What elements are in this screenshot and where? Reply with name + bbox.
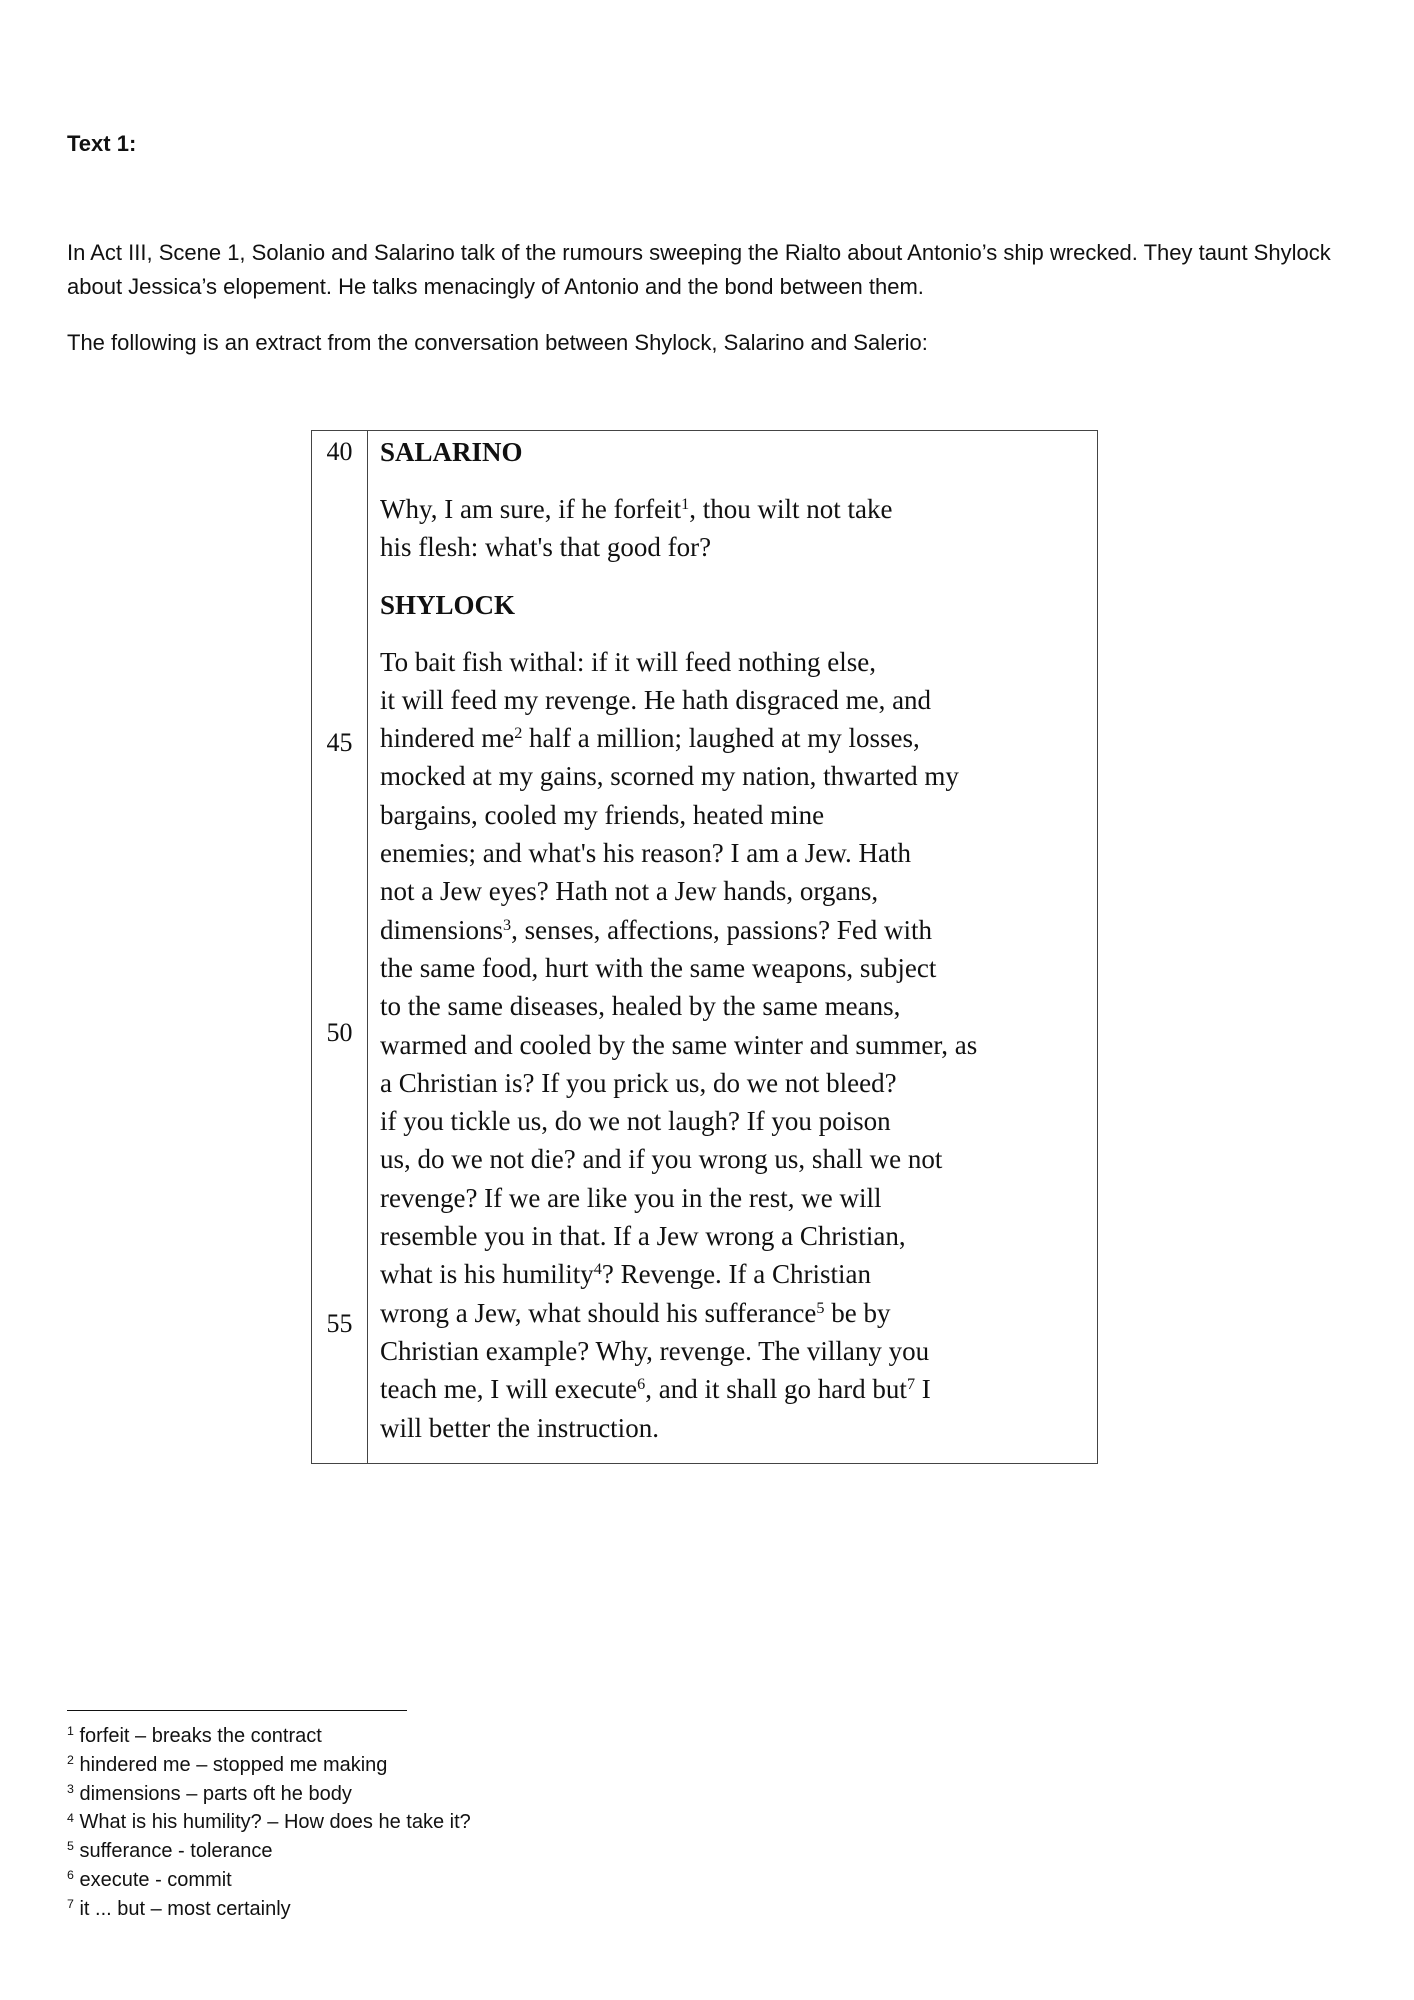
verse-line: dimensions$^3$, senses, affections, passions? Fed with (380, 914, 933, 945)
footnote-text: sufferance - tolerance (79, 1840, 273, 1863)
line-number: 40 (326, 437, 353, 466)
footnote-number: 7 (67, 1896, 74, 1911)
footnote-number: 3 (67, 1781, 74, 1796)
verse-line: to the same diseases, healed by the same means, (380, 991, 901, 1022)
footnote (67, 1837, 471, 1866)
footnote-text: forfeit – breaks the contract (79, 1725, 322, 1747)
footnote (67, 1722, 471, 1751)
footnote (67, 1808, 471, 1837)
line-number: 55 (326, 1309, 353, 1338)
footnote-text: hindered me – stopped me making (79, 1753, 388, 1776)
verse-line: a Christian is? If you prick us, do we not bleed? (380, 1067, 897, 1098)
verse-line: mocked at my gains, scorned my nation, thwarted my (380, 761, 959, 792)
extract-lead-in: The following is an extract from the conversation between Shylock, Salarino and Salerio: (67, 330, 928, 355)
footnote-text: dimensions – parts oft he body (79, 1782, 352, 1805)
footnote-marker: 6 (637, 1375, 646, 1394)
intro-paragraph: In Act III, Scene 1, Solanio and Salarino talk of the rumours sweeping the Rialto about Antonio’s ship wrecked. They taunt Shylock about Jessica’s elopement. He talks menacingly of Antonio and the bond between them. (67, 240, 1331, 299)
footnote-number: 5 (67, 1839, 74, 1854)
footnote (67, 1895, 471, 1924)
footnote-separator (67, 1710, 407, 1711)
footnote-marker: 5 (816, 1298, 825, 1317)
verse-line: it will feed my revenge. He hath disgraced me, and (380, 684, 932, 715)
verse-line: Christian example? Why, revenge. The villany you (380, 1335, 930, 1366)
footnote-text: What is his humility? – How does he take it? (79, 1811, 471, 1834)
line-number: 45 (326, 728, 353, 757)
footnotes-list (67, 1722, 471, 1924)
footnote-marker: 2 (514, 724, 523, 743)
footnote-number: 2 (67, 1752, 74, 1767)
verse-line: revenge? If we are like you in the rest, we will (380, 1182, 882, 1213)
footnote-number: 6 (67, 1868, 74, 1883)
speech-salarino (380, 490, 1087, 567)
verse-line: bargains, cooled my friends, heated mine (380, 799, 825, 830)
verse-line: enemies; and what's his reason? I am a Jew. Hath (380, 838, 911, 869)
footnote (67, 1866, 471, 1895)
play-extract-box (311, 430, 1098, 1464)
line-number: 50 (326, 1018, 353, 1047)
verse-line: warmed and cooled by the same winter and summer, as (380, 1029, 978, 1060)
footnote-number: 4 (67, 1810, 74, 1825)
footnote (67, 1780, 471, 1809)
speech-shylock (380, 643, 1087, 1447)
footnote-number: 1 (67, 1724, 74, 1739)
verse-line: us, do we not die? and if you wrong us, shall we not (380, 1144, 943, 1175)
verse-line: teach me, I will execute$^6$, and it shall go hard but$^7$ I (380, 1374, 931, 1405)
verse-line: wrong a Jew, what should his sufferance$^5$ be by (380, 1297, 891, 1328)
verse-line: Why, I am sure, if he forfeit$^1$, thou wilt not take (380, 494, 893, 524)
verse-line: his flesh: what's that good for? (380, 532, 712, 563)
verse-line: will better the instruction. (380, 1412, 659, 1443)
footnote-marker: 3 (503, 915, 512, 934)
verse-line: the same food, hurt with the same weapons, subject (380, 952, 937, 983)
footnote-text: execute - commit (79, 1868, 232, 1891)
verse-line: To bait fish withal: if it will feed nothing else, (380, 646, 877, 677)
verse-line: resemble you in that. If a Jew wrong a Christian, (380, 1221, 906, 1252)
verse-line: not a Jew eyes? Hath not a Jew hands, organs, (380, 876, 879, 907)
section-heading: Text 1: (67, 131, 137, 156)
verse-line: if you tickle us, do we not laugh? If you poison (380, 1106, 891, 1137)
speaker-name: SALARINO (380, 437, 523, 467)
footnote-marker: 4 (593, 1260, 602, 1279)
footnote-marker: 7 (906, 1375, 916, 1394)
verse-line: what is his humility$^4$? Revenge. If a Christian (380, 1259, 872, 1290)
speaker-name: SHYLOCK (380, 589, 516, 620)
footnote-marker: 1 (681, 495, 690, 514)
footnote (67, 1751, 471, 1780)
footnote-text: it ... but – most certainly (79, 1897, 291, 1920)
line-number-divider (367, 431, 368, 1463)
verse-line: hindered $me^2$ half a million; laughed at my losses, (380, 723, 920, 754)
extract-text (380, 431, 1087, 1447)
